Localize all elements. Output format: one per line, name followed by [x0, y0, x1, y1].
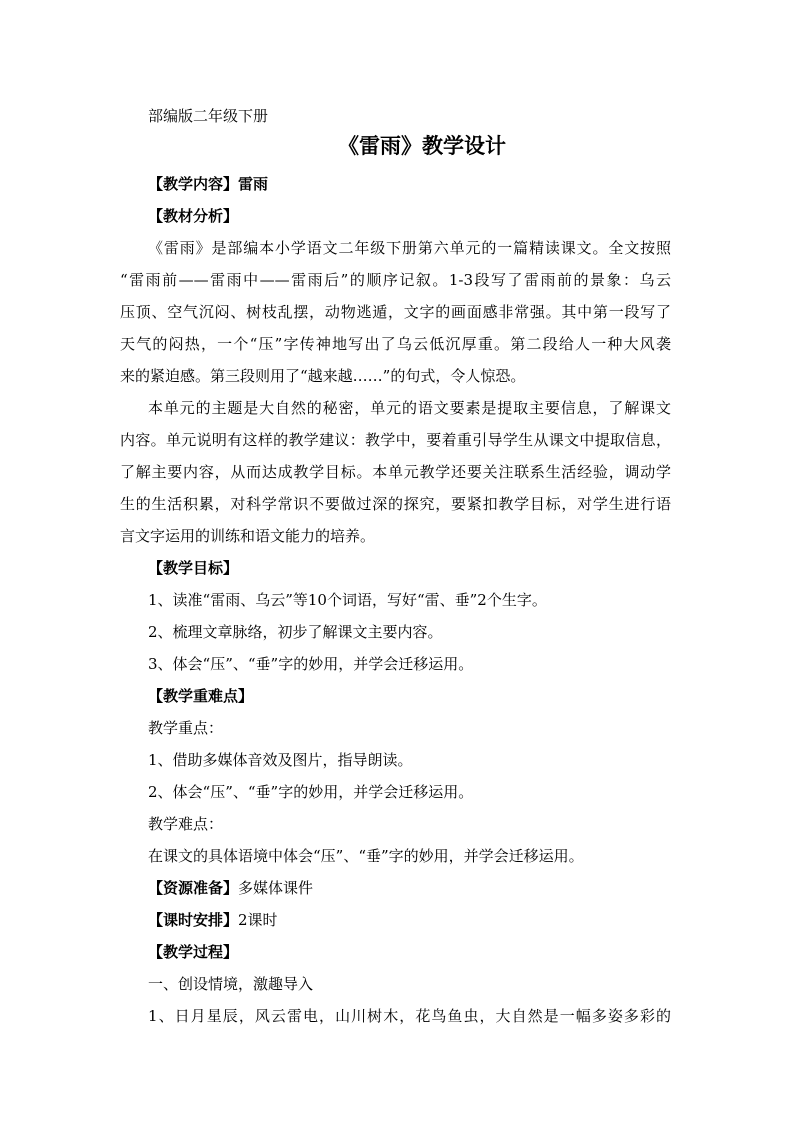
goal-item-1: 1、读准“雷雨、乌云”等10个词语，写好“雷、垂”2个生字。 [148, 591, 547, 609]
process-step-1: 一、创设情境，激趣导入 [148, 975, 314, 993]
analysis-line-4: 天气的闷热，一个“压”字传神地写出了乌云低沉厚重。第二段给人一种大风袭 [120, 335, 671, 353]
section-analysis-heading: 【教材分析】 [148, 207, 239, 225]
unit-line-2: 内容。单元说明有这样的教学建议：教学中，要着重引导学生从课文中提取信息， [120, 431, 671, 449]
section-resource-label: 【资源准备】 [148, 879, 239, 897]
analysis-line-3: 压顶、空气沉闷、树枝乱摆，动物逃遁，文字的画面感非常强。其中第一段写了 [120, 303, 671, 321]
key-item-2: 2、体会“压”、“垂”字的妙用，并学会迁移运用。 [148, 783, 474, 801]
key-label: 教学重点： [148, 719, 224, 737]
section-resource-value: 多媒体课件 [238, 879, 314, 897]
unit-line-5: 言文字运用的训练和语文能力的培养。 [120, 527, 376, 545]
unit-line-1: 本单元的主题是大自然的秘密，单元的语文要素是提取主要信息，了解课文 [148, 399, 671, 417]
section-content-value: 雷雨 [238, 175, 269, 193]
section-time-label: 【课时安排】 [148, 911, 239, 929]
section-process-heading: 【教学过程】 [148, 943, 239, 961]
section-goals-heading: 【教学目标】 [148, 559, 239, 577]
goal-item-3: 3、体会“压”、“垂”字的妙用，并学会迁移运用。 [148, 655, 474, 673]
document-title: 《雷雨》教学设计 [338, 134, 506, 158]
unit-line-3: 了解主要内容，从而达成教学目标。本单元教学还要关注联系生活经验，调动学 [120, 463, 671, 481]
section-key-heading: 【教学重难点】 [148, 687, 254, 705]
section-resource [148, 878, 313, 898]
analysis-line-2: “雷雨前——雷雨中——雷雨后”的顺序记叙。1-3段写了雷雨前的景象：乌云 [120, 271, 671, 289]
analysis-line-5: 来的紧迫感。第三段则用了“越来越……”的句式，令人惊恐。 [120, 367, 526, 385]
difficulty-label: 教学难点： [148, 815, 224, 833]
difficulty-item: 在课文的具体语境中体会“压”、“垂”字的妙用，并学会迁移运用。 [148, 847, 584, 865]
grade-header: 部编版二年级下册 [148, 107, 269, 125]
unit-line-4: 生的生活积累，对科学常识不要做过深的探究，要紧扣教学目标，对学生进行语 [120, 495, 671, 513]
process-step-1-line-1: 1、日月星辰，风云雷电，山川树木，花鸟鱼虫，大自然是一幅多姿多彩的 [148, 1007, 671, 1025]
section-time [148, 910, 278, 930]
section-content [148, 174, 268, 194]
goal-item-2: 2、梳理文章脉络，初步了解课文主要内容。 [148, 623, 443, 641]
key-item-1: 1、借助多媒体音效及图片，指导朗读。 [148, 751, 413, 769]
section-time-value: 2课时 [238, 911, 278, 929]
analysis-line-1: 《雷雨》是部编本小学语文二年级下册第六单元的一篇精读课文。全文按照 [148, 239, 671, 257]
section-content-label: 【教学内容】 [148, 175, 239, 193]
